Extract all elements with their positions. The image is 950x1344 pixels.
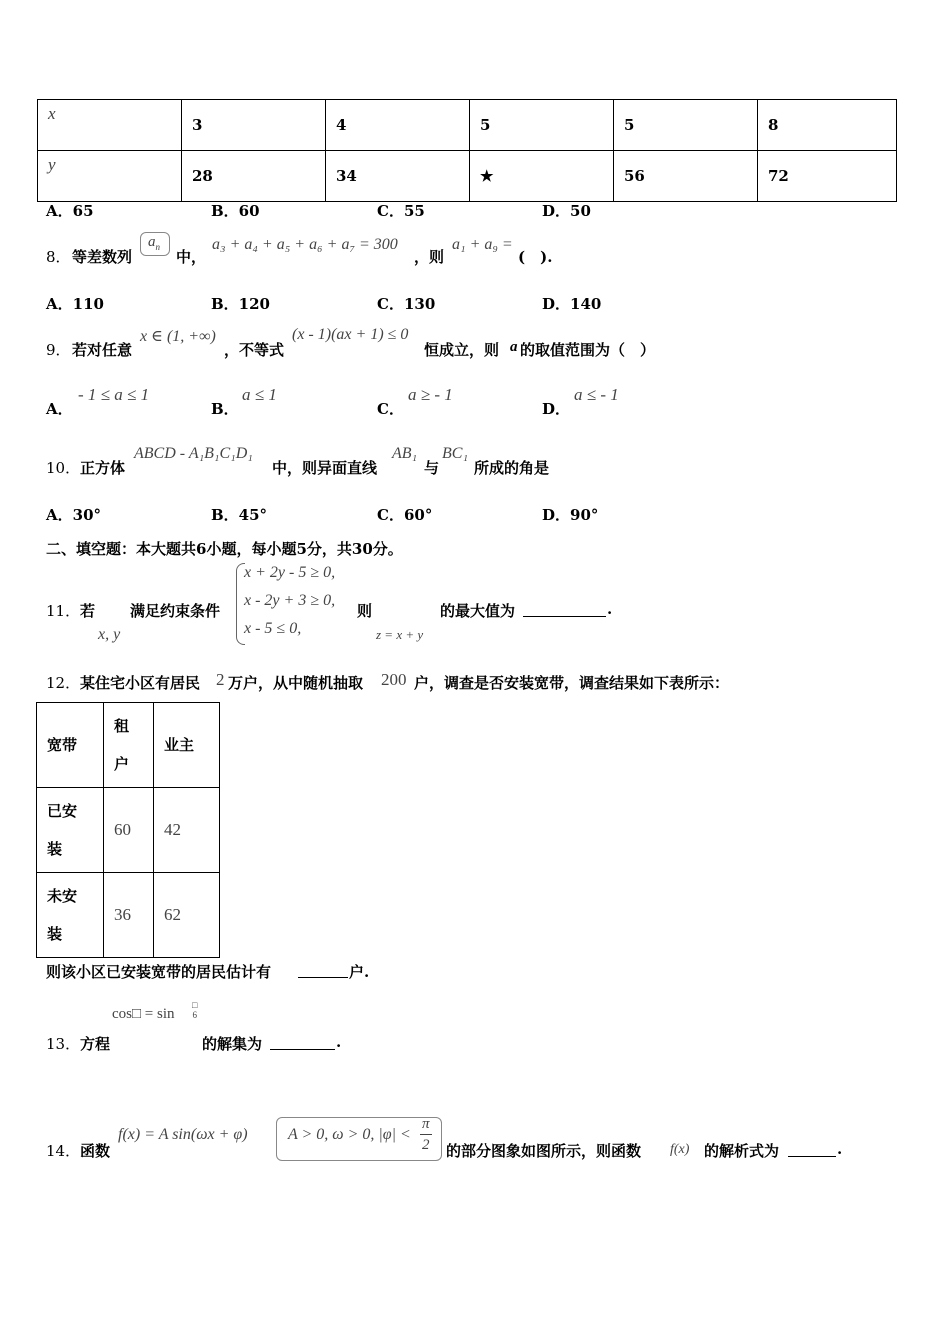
q10-option-c: C．60° [377, 506, 433, 524]
q10-option-a: A．30° [46, 506, 102, 524]
q8-expr: a₁ + a₉ = [452, 236, 513, 253]
q8-text: ，则 [414, 248, 445, 266]
table-row [37, 788, 220, 873]
q9-option-d-label: D． [542, 400, 571, 418]
header-cell: 宽带 [37, 703, 104, 788]
section-heading: 二、填空题：本大题共6小题，每小题5分，共30分。 [46, 540, 403, 558]
q9-option-c: a ≥ - 1 [408, 385, 453, 404]
y-cell: 56 [614, 151, 758, 202]
header-cell: 业主 [154, 703, 220, 788]
broadband-table [36, 702, 220, 958]
q14-answer-blank [788, 1142, 836, 1157]
q8-option-b: B．120 [211, 295, 270, 313]
q9-option-a: - 1 ≤ a ≤ 1 [78, 385, 150, 404]
table-row [37, 703, 220, 788]
y-cell-star: ★ [470, 151, 614, 202]
q8-option-d: D．140 [542, 295, 602, 313]
q13-answer-blank [270, 1035, 335, 1050]
y-cell: 34 [326, 151, 470, 202]
q10-line1: AB₁ [392, 445, 418, 462]
q9-option-c-label: C． [377, 400, 404, 418]
q8-text: 等差数列 [72, 248, 133, 266]
q9-option-a-label: A． [46, 400, 73, 418]
q12-number: 12． [46, 674, 81, 692]
q13-end: . [336, 1033, 342, 1051]
q11-objective: z = x + y [376, 627, 424, 642]
x-cell: 3 [182, 100, 326, 151]
q13-fraction: □ 6 [192, 1000, 198, 1020]
q12-answer-text: 户. [349, 963, 370, 981]
table-row [38, 151, 897, 202]
q9-text: 若对任意 [72, 341, 133, 359]
table-row [37, 873, 220, 958]
q9-var: a [510, 339, 518, 355]
q13-text: 的解集为 [202, 1035, 263, 1053]
q14-text: 函数 [80, 1142, 111, 1160]
q9-text: 的取值范围为（ ） [520, 341, 656, 359]
q12-n1: 2 [216, 670, 225, 689]
q11-end: . [607, 600, 613, 618]
q10-text: 中，则异面直线 [272, 459, 378, 477]
q14-condition: A > 0, ω > 0, |φ| < [288, 1126, 411, 1143]
table-cell: 62 [154, 873, 220, 958]
table-cell: 42 [154, 788, 220, 873]
q12-n2: 200 [381, 670, 407, 689]
q8-number: 8． [46, 248, 71, 266]
y-cell: 72 [758, 151, 897, 202]
q11-text: 满足约束条件 [130, 602, 221, 620]
q10-option-b: B．45° [211, 506, 268, 524]
x-header: x [38, 100, 182, 151]
q9-text: 恒成立，则 [424, 341, 500, 359]
q11-text: 则 [357, 602, 373, 620]
q11-text: 若 [80, 602, 96, 620]
q14-fraction: π 2 [421, 1116, 430, 1153]
q8-equation: a₃ + a₄ + a₅ + a₆ + a₇ = 300 [212, 236, 398, 253]
q8-text: 中， [176, 248, 207, 266]
table-cell: 36 [104, 873, 154, 958]
y-header: y [38, 151, 182, 202]
q11-answer-blank [523, 602, 606, 617]
q13-equation: cos□ = sin [112, 1006, 175, 1022]
x-cell: 5 [614, 100, 758, 151]
q8-option-a: A．110 [46, 295, 104, 313]
q12-text: 户，调查是否安装宽带，调查结果如下表所示： [414, 674, 730, 692]
q10-line2: BC₁ [442, 445, 469, 462]
x-cell: 5 [470, 100, 614, 151]
q14-end: . [837, 1140, 843, 1158]
header-cell: 租 户 [104, 703, 154, 788]
q11-constraint: x - 5 ≤ 0, [244, 620, 302, 637]
q7-option-b: B．60 [211, 202, 260, 220]
y-cell: 28 [182, 151, 326, 202]
q14-number: 14． [46, 1142, 81, 1160]
q12-answer-text: 则该小区已安装宽带的居民估计有 [46, 963, 272, 981]
q8-text: ( ). [518, 248, 553, 266]
row-label: 已安 装 [37, 788, 104, 873]
row-label: 未安 装 [37, 873, 104, 958]
q11-constraint: x + 2y - 5 ≥ 0, [244, 564, 336, 581]
q8-option-c: C．130 [377, 295, 436, 313]
q10-number: 10． [46, 459, 81, 477]
q14-function: f(x) = A sin(ωx + φ) [118, 1126, 248, 1143]
q7-option-d: D．50 [542, 202, 591, 220]
q11-constraint: x - 2y + 3 ≥ 0, [244, 592, 336, 609]
xy-table [37, 99, 897, 202]
q9-number: 9． [46, 341, 71, 359]
q10-option-d: D．90° [542, 506, 599, 524]
q9-condition: x ∈ (1, +∞) [140, 328, 216, 345]
x-cell: 8 [758, 100, 897, 151]
q10-cube: ABCD - A₁B₁C₁D₁ [134, 445, 253, 462]
q12-answer-blank [298, 963, 348, 978]
q9-option-d: a ≤ - 1 [574, 385, 619, 404]
q11-text: 的最大值为 [440, 602, 516, 620]
q7-option-c: C．55 [377, 202, 425, 220]
q9-inequality: (x - 1)(ax + 1) ≤ 0 [292, 326, 409, 343]
q14-text: 的部分图象如图所示，则函数 [446, 1142, 642, 1160]
q14-fx: f(x) [670, 1142, 690, 1157]
table-cell: 60 [104, 788, 154, 873]
q11-number: 11． [46, 602, 81, 620]
q12-text: 万户，从中随机抽取 [228, 674, 364, 692]
q14-text: 的解析式为 [704, 1142, 780, 1160]
table-row [38, 100, 897, 151]
q9-text: ，不等式 [224, 341, 285, 359]
q10-text: 所成的角是 [474, 459, 550, 477]
q10-text: 正方体 [80, 459, 126, 477]
q11-vars: x, y [98, 626, 121, 643]
q12-text: 某住宅小区有居民 [80, 674, 201, 692]
q13-number: 13． [46, 1035, 81, 1053]
q10-text: 与 [424, 459, 440, 477]
q8-seq: $a_n$ [148, 234, 160, 252]
q13-text: 方程 [80, 1035, 111, 1053]
x-cell: 4 [326, 100, 470, 151]
q9-option-b: a ≤ 1 [242, 385, 277, 404]
q9-option-b-label: B． [211, 400, 239, 418]
q7-option-a: A．65 [46, 202, 94, 220]
